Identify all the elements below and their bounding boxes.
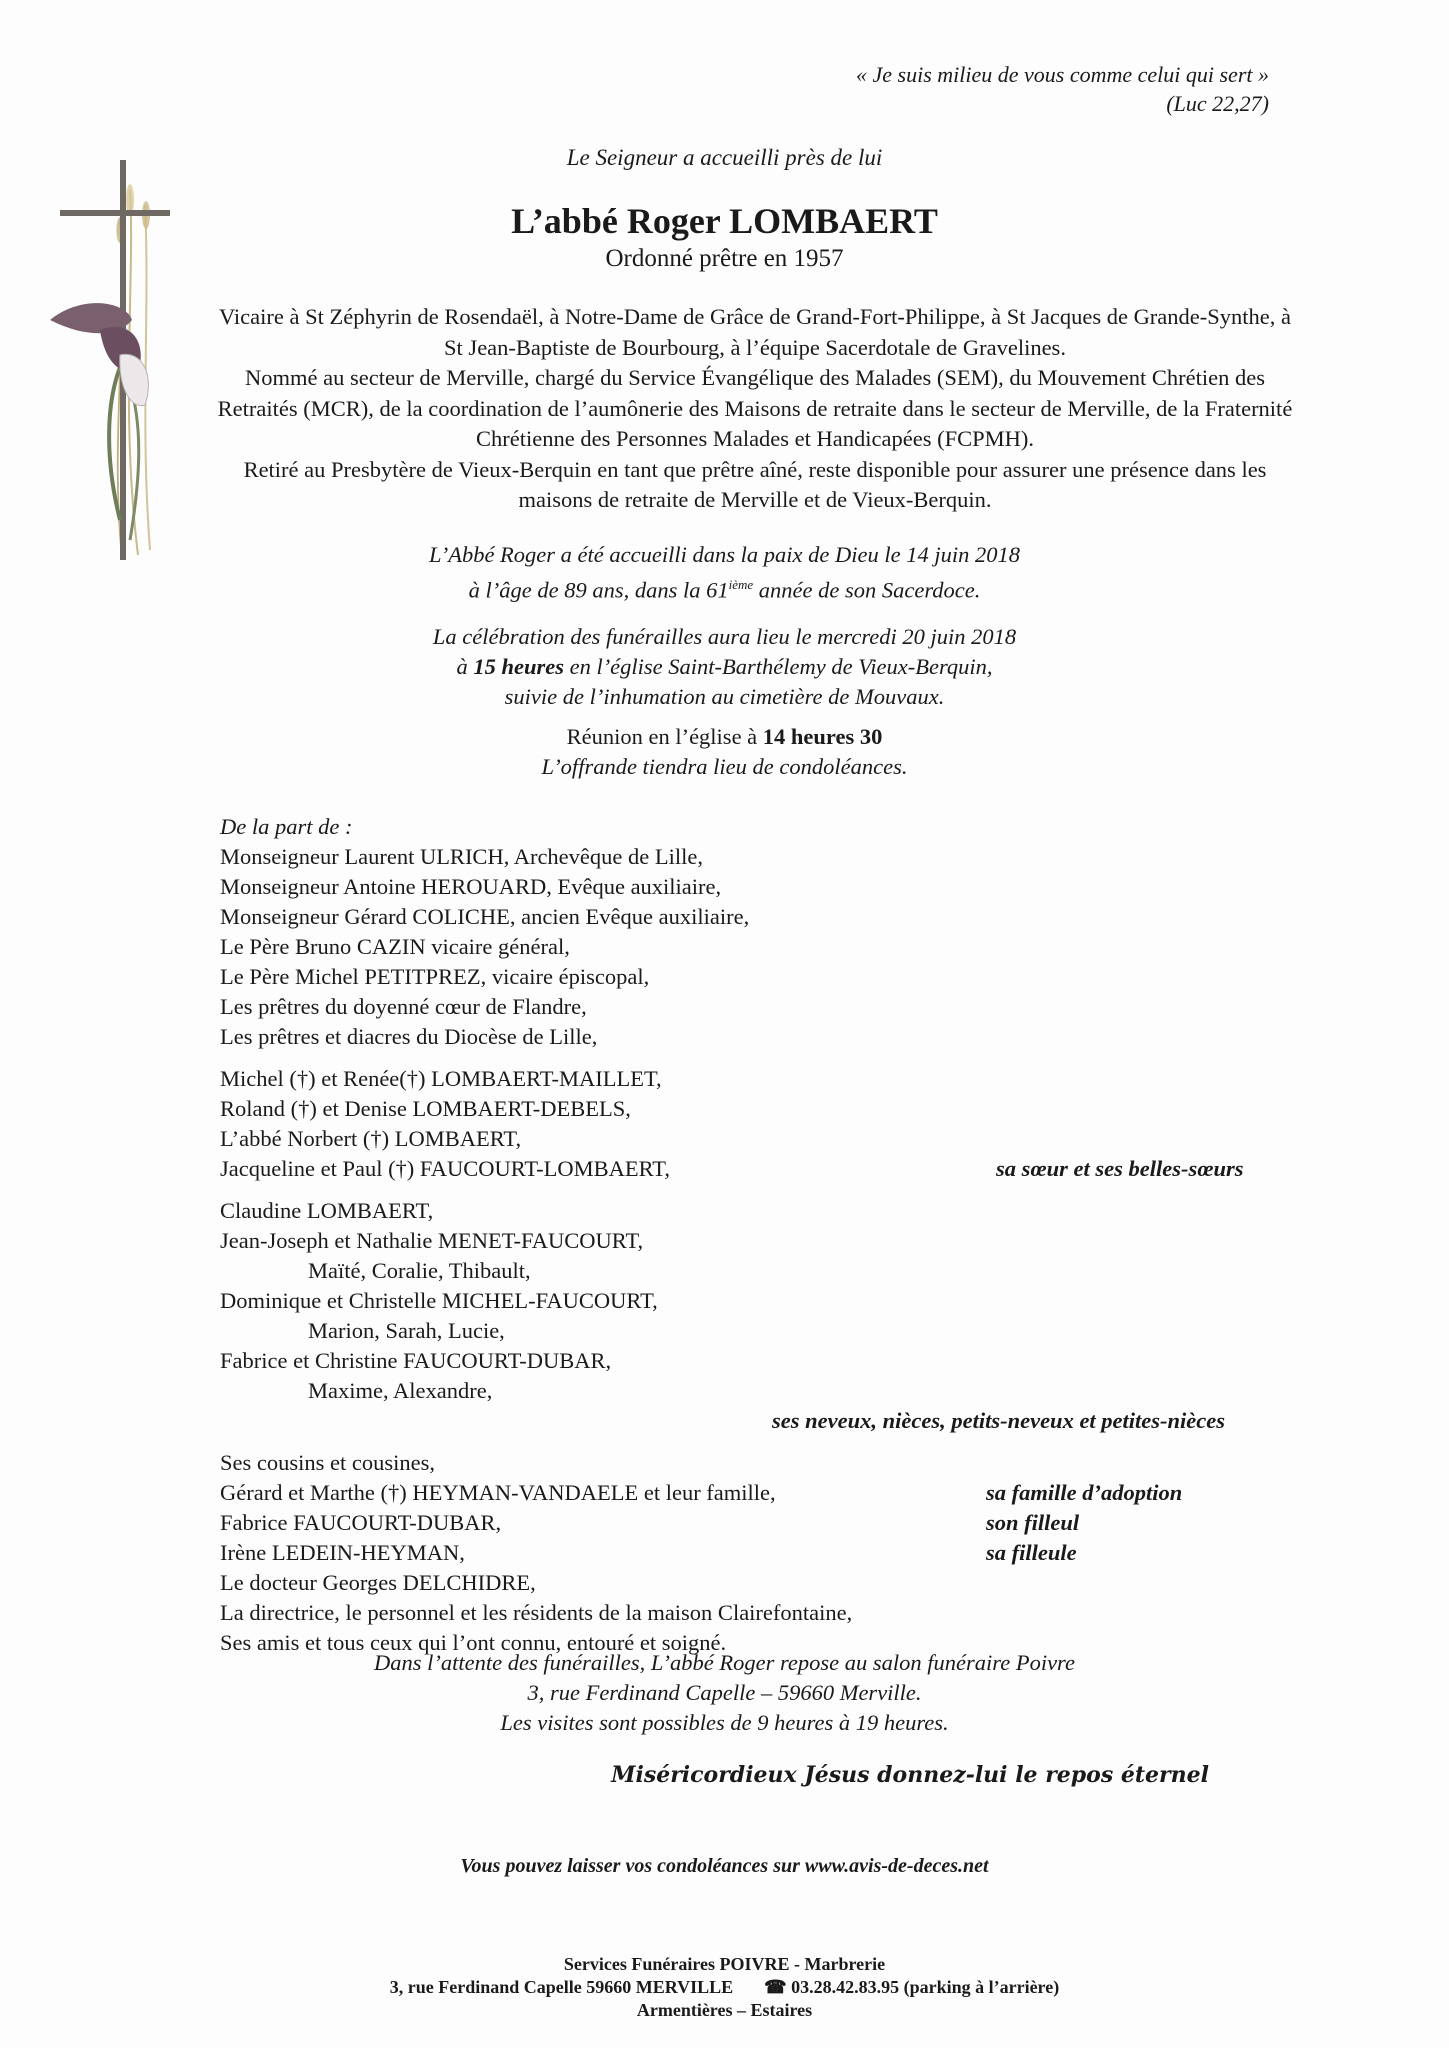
list-item (220, 1598, 1320, 1628)
list-item-name: L’abbé Norbert (†) LOMBAERT, (220, 1126, 522, 1151)
ordinal-suffix: ième (728, 577, 754, 592)
list-item-name: Le Père Bruno CAZIN vicaire général, (220, 934, 570, 959)
list-item (220, 1448, 1320, 1478)
list-item-name: Monseigneur Gérard COLICHE, ancien Evêque auxiliaire, (220, 904, 750, 929)
list-item (220, 962, 1320, 992)
list-item (220, 1286, 1320, 1316)
list-item (220, 1022, 1320, 1052)
list-item (220, 1538, 1320, 1568)
list-item-name: Dominique et Christelle MICHEL-FAUCOURT, (220, 1288, 658, 1313)
epigraph (669, 60, 1269, 118)
offering-line: L’offrande tiendra lieu de condoléances. (541, 754, 908, 779)
funeral-home-name: Services Funéraires POIVRE - Marbrerie (563, 1954, 886, 1974)
list-item (220, 992, 1320, 1022)
funeral-home-address: 3, rue Ferdinand Capelle 59660 MERVILLE (389, 1977, 734, 1997)
list-item-name: La directrice, le personnel et les résidents de la maison Clairefontaine, (220, 1600, 853, 1625)
list-item (220, 1376, 1320, 1406)
funeral-home-contact (0, 1976, 1449, 1999)
epigraph-reference: (Luc 22,27) (1166, 91, 1269, 116)
list-item (220, 1256, 1320, 1286)
funeral-time: 15 heures (473, 654, 564, 679)
telephone-icon: ☎ (764, 1977, 787, 1997)
bio-line: Nommé au secteur de Merville, chargé du Service Évangélique des Malades (SEM), du Mouvement Chrétien des (245, 365, 1265, 390)
list-item-name: Le docteur Georges DELCHIDRE, (220, 1570, 536, 1595)
epigraph-quote: « Je suis milieu de vous comme celui qui sert » (855, 62, 1269, 87)
list-item (220, 1346, 1320, 1376)
funeral-home-phone: 03.28.42.83.95 (parking à l’arrière) (791, 1977, 1060, 1997)
list-item (220, 1316, 1320, 1346)
funeral-line: La célébration des funérailles aura lieu le mercredi 20 juin 2018 (432, 624, 1017, 649)
gathering-info (0, 722, 1449, 782)
list-item-name: Jacqueline et Paul (†) FAUCOURT-LOMBAERT, (220, 1156, 670, 1181)
from-heading: De la part de : (220, 814, 353, 839)
list-item-name: Jean-Joseph et Nathalie MENET-FAUCOURT, (220, 1228, 644, 1253)
bio-line: Vicaire à St Zéphyrin de Rosendaël, à Notre-Dame de Grâce de Grand-Fort-Philippe, à St Jacques de Grande-Synthe, à (218, 304, 1292, 329)
death-year-text: année de son Sacerdoce. (753, 577, 981, 603)
family-list (220, 812, 1320, 1658)
relationship-label: sa filleule (986, 1540, 1077, 1565)
bio-line: Retraités (MCR), de la coordination de l’aumônerie des Maisons de retraite dans le secteur de Merville, de la Fraternité (217, 395, 1293, 421)
death-line (0, 570, 1449, 606)
list-item (220, 1226, 1320, 1256)
wake-line: Dans l’attente des funérailles, L’abbé Roger repose au salon funéraire Poivre (374, 1650, 1075, 1675)
list-item-name: Le Père Michel PETITPREZ, vicaire épiscopal, (220, 964, 650, 989)
wake-info (0, 1648, 1449, 1738)
death-line: L’Abbé Roger a été accueilli dans la paix de Dieu le 14 juin 2018 (429, 542, 1020, 567)
list-item-name: Marion, Sarah, Lucie, (308, 1318, 505, 1343)
list-item (220, 1196, 1320, 1226)
ordination-line: Ordonné prêtre en 1957 (605, 245, 844, 272)
list-item (220, 932, 1320, 962)
gathering-line (0, 722, 1449, 752)
list-item (220, 1406, 1320, 1436)
death-announcement (0, 540, 1449, 606)
bio-line: St Jean-Baptiste de Bourbourg, à l’équipe Sacerdotale de Gravelines. (444, 334, 1066, 360)
relationship-label: ses neveux, nièces, petits-neveux et petites-nièces (772, 1408, 1226, 1433)
list-item-name: Monseigneur Laurent ULRICH, Archevêque de Lille, (220, 844, 703, 869)
list-item-name: Fabrice et Christine FAUCOURT-DUBAR, (220, 1348, 612, 1373)
list-item-name: Irène LEDEIN-HEYMAN, (220, 1540, 465, 1565)
list-item (220, 1154, 1320, 1184)
gathering-text: Réunion en l’église à (566, 724, 763, 749)
list-item-name: Fabrice FAUCOURT-DUBAR, (220, 1510, 502, 1535)
condolences-website: Vous pouvez laisser vos condoléances sur www.avis-de-deces.net (460, 1855, 989, 1877)
list-item-name: Ses amis et tous ceux qui l’ont connu, entouré et soigné. (220, 1630, 727, 1655)
list-item (220, 902, 1320, 932)
funeral-announcement (0, 622, 1449, 712)
clergy-list (220, 842, 1320, 1052)
list-item-name: Les prêtres du doyenné cœur de Flandre, (220, 994, 587, 1019)
wake-line: 3, rue Ferdinand Capelle – 59660 Merville. (527, 1680, 922, 1705)
list-item-name: Roland (†) et Denise LOMBAERT-DEBELS, (220, 1096, 631, 1121)
list-item-name: Claudine LOMBAERT, (220, 1198, 434, 1223)
closing-prayer: Miséricordieux Jésus donnez-lui le repos éternel (611, 1762, 1209, 1788)
bio-line: Chrétienne des Personnes Malades et Handicapées (FCPMH). (476, 426, 1034, 451)
siblings-list (220, 1064, 1320, 1184)
list-item (220, 842, 1320, 872)
funeral-text: à (456, 654, 474, 679)
relationship-label: son filleul (986, 1510, 1080, 1535)
list-item-name: Ses cousins et cousines, (220, 1450, 435, 1475)
relationship-label: sa sœur et ses belles-sœurs (996, 1156, 1244, 1181)
list-item (220, 1124, 1320, 1154)
list-item-name: Michel (†) et Renée(†) LOMBAERT-MAILLET, (220, 1066, 662, 1091)
gathering-time: 14 heures 30 (762, 724, 883, 749)
deceased-name: L’abbé Roger LOMBAERT (511, 201, 938, 241)
list-item (220, 1568, 1320, 1598)
relationship-label: sa famille d’adoption (986, 1480, 1183, 1505)
list-item (220, 1064, 1320, 1094)
funeral-home-locations: Armentières – Estaires (636, 2000, 813, 2020)
nephews-list (220, 1196, 1320, 1436)
list-item (220, 1508, 1320, 1538)
death-age-text: à l’âge de 89 ans, dans la 61 (468, 577, 729, 603)
biography (195, 302, 1315, 516)
funeral-line: suivie de l’inhumation au cimetière de Mouvaux. (504, 684, 945, 709)
list-item-name: Les prêtres et diacres du Diocèse de Lille, (220, 1024, 598, 1049)
list-item (220, 1478, 1320, 1508)
intro-line: Le Seigneur a accueilli près de lui (566, 145, 883, 170)
list-item-name: Maïté, Coralie, Thibault, (308, 1258, 531, 1283)
others-list (220, 1448, 1320, 1658)
list-item-name: Gérard et Marthe (†) HEYMAN-VANDAELE et leur famille, (220, 1480, 776, 1505)
funeral-home-footer (0, 1953, 1449, 2022)
funeral-church: en l’église Saint-Barthélemy de Vieux-Berquin, (563, 654, 993, 679)
list-item (220, 1094, 1320, 1124)
wake-line: Les visites sont possibles de 9 heures à 19 heures. (500, 1710, 949, 1735)
list-item-name: Maxime, Alexandre, (308, 1378, 493, 1403)
list-item (220, 872, 1320, 902)
list-item-name: Monseigneur Antoine HEROUARD, Evêque auxiliaire, (220, 874, 722, 899)
bio-line: maisons de retraite de Merville et de Vieux-Berquin. (518, 487, 992, 512)
funeral-line (0, 652, 1449, 682)
bio-line: Retiré au Presbytère de Vieux-Berquin en tant que prêtre aîné, reste disponible pour assurer une présence dans les (243, 456, 1267, 482)
